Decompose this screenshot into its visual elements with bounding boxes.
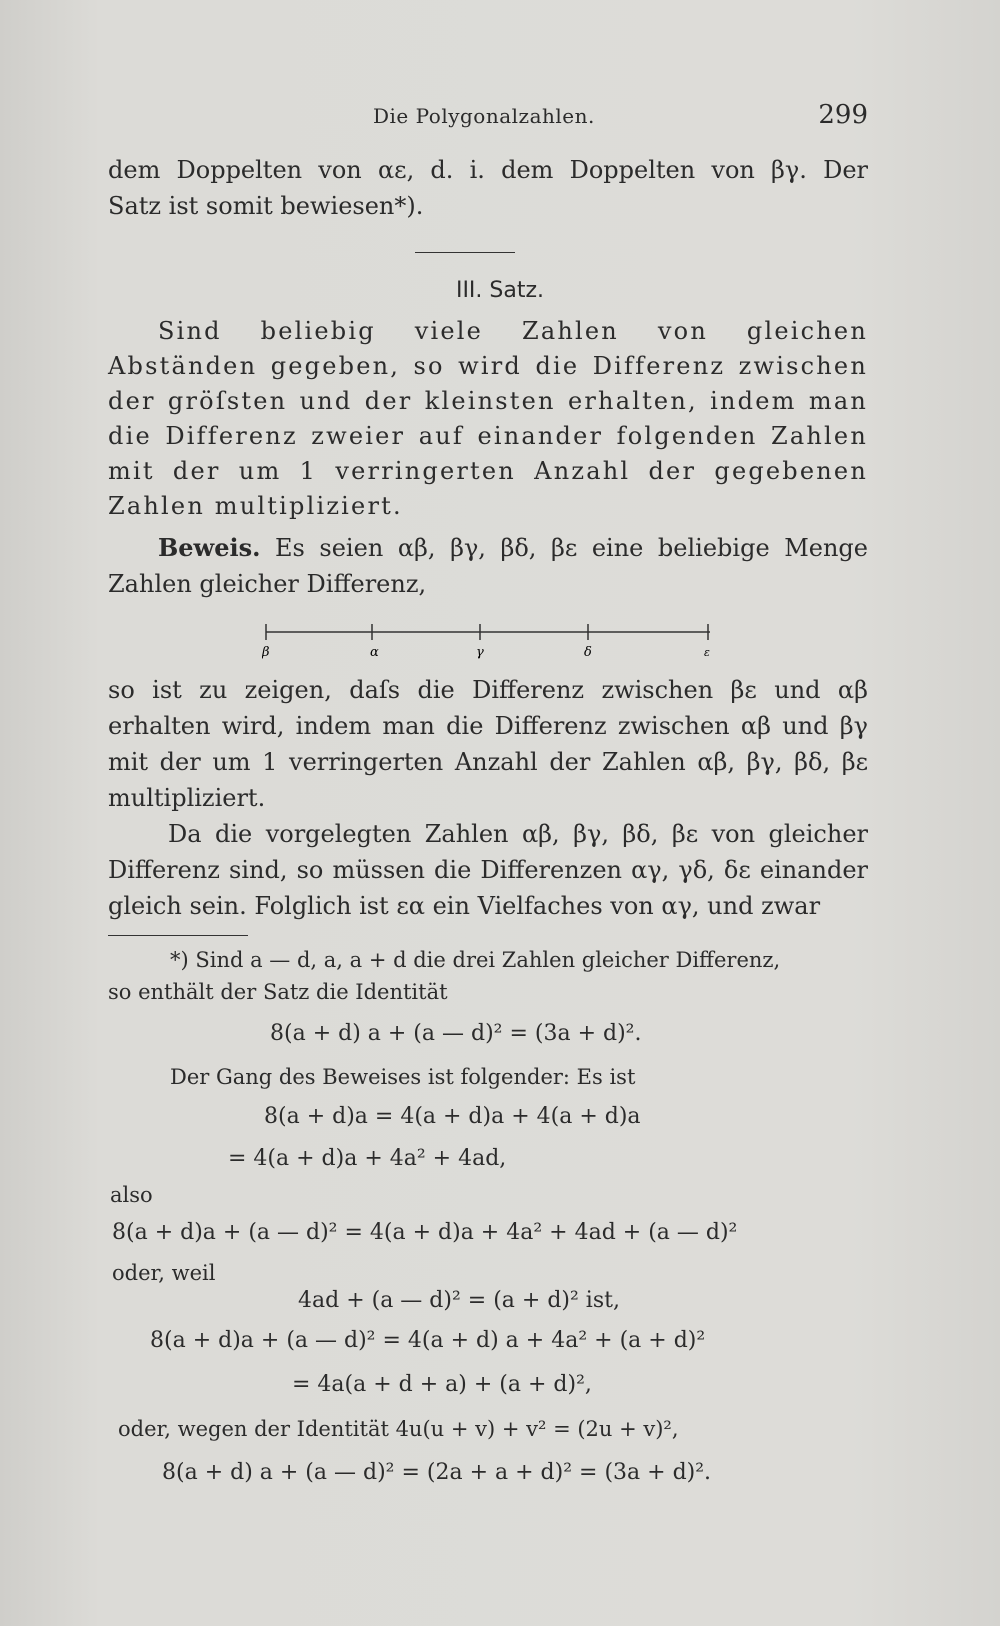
footnote-equation-8: 8(a + d) a + (a — d)² = (2a + a + d)² = (3a + d)².	[162, 1460, 712, 1485]
label-beta: β	[262, 645, 270, 660]
proof-text-1: Es seien αβ, βγ, βδ, βε eine beliebige Menge Zahlen gleicher Differenz,	[108, 534, 869, 598]
intro-line-2: Satz ist somit bewiesen*).	[108, 192, 424, 220]
proof-label: Beweis.	[158, 533, 261, 562]
footnote-equation-7: = 4a(a + d + a) + (a + d)²,	[292, 1372, 592, 1397]
proof-paragraph	[108, 530, 868, 602]
footnote-oder-wegen: oder, wegen der Identität 4u(u + v) + v² = (2u + v)²,	[118, 1417, 679, 1441]
footnote-gang: Der Gang des Beweises ist folgender: Es ist	[170, 1065, 636, 1089]
theorem-paragraph: Sind beliebig viele Zahlen von gleichen Abständen gegeben, so wird die Differenz zwischen der gröſsten und der kleinsten erhalten, indem man die Differenz zweier auf einander folgenden Zahlen mit der um 1 verringerten Anzahl der gegebenen Zahlen multipliziert.	[108, 317, 868, 520]
page-header	[108, 100, 868, 130]
label-alpha: α	[370, 645, 379, 660]
footnote-line-2: so enthält der Satz die Identität	[108, 980, 448, 1004]
footnote-equation-6: 8(a + d)a + (a — d)² = 4(a + d) a + 4a² + (a + d)²	[150, 1328, 706, 1353]
intro-line-1: dem Doppelten von αε, d. i. dem Doppelten von βγ. Der	[108, 156, 868, 184]
footnote-also: also	[110, 1183, 153, 1207]
footnote-equation-3: = 4(a + d)a + 4a² + 4ad,	[228, 1146, 507, 1171]
footnote-line-1: *) Sind a — d, a, a + d die drei Zahlen gleicher Differenz,	[170, 948, 781, 972]
footnote-equation-5: 4ad + (a — d)² = (a + d)² ist,	[298, 1288, 620, 1313]
page-number: 299	[818, 100, 868, 130]
intro-paragraph	[108, 152, 868, 224]
footnote-equation-4: 8(a + d)a + (a — d)² = 4(a + d)a + 4a² + 4ad + (a — d)²	[112, 1220, 738, 1245]
footnote-equation-2: 8(a + d)a = 4(a + d)a + 4(a + d)a	[264, 1104, 641, 1129]
footnote-equation-1: 8(a + d) a + (a — d)² = (3a + d)².	[270, 1021, 642, 1046]
separator-rule	[415, 252, 515, 253]
footnote-oder-weil: oder, weil	[112, 1261, 216, 1285]
label-delta: δ	[584, 645, 592, 660]
proof-paragraph-2: Da die vorgelegten Zahlen αβ, βγ, βδ, βε von gleicher Differenz sind, so müssen die Differenzen αγ, γδ, δε einander gleich sein. Folglich ist εα ein Vielfaches von αγ, und zwar	[108, 820, 868, 920]
label-epsilon: ε	[704, 646, 710, 659]
section-heading: III. Satz.	[455, 278, 545, 303]
number-line-diagram	[262, 620, 722, 668]
running-title: Die Polygonalzahlen.	[373, 104, 595, 128]
proof-continuation: so ist zu zeigen, daſs die Differenz zwischen βε und αβ erhalten wird, indem man die Differenz zwischen αβ und βγ mit der um 1 verringerten Anzahl der Zahlen αβ, βγ, βδ, βε multipliziert.	[108, 676, 868, 812]
label-gamma: γ	[476, 645, 484, 660]
footnote-rule	[108, 935, 248, 936]
